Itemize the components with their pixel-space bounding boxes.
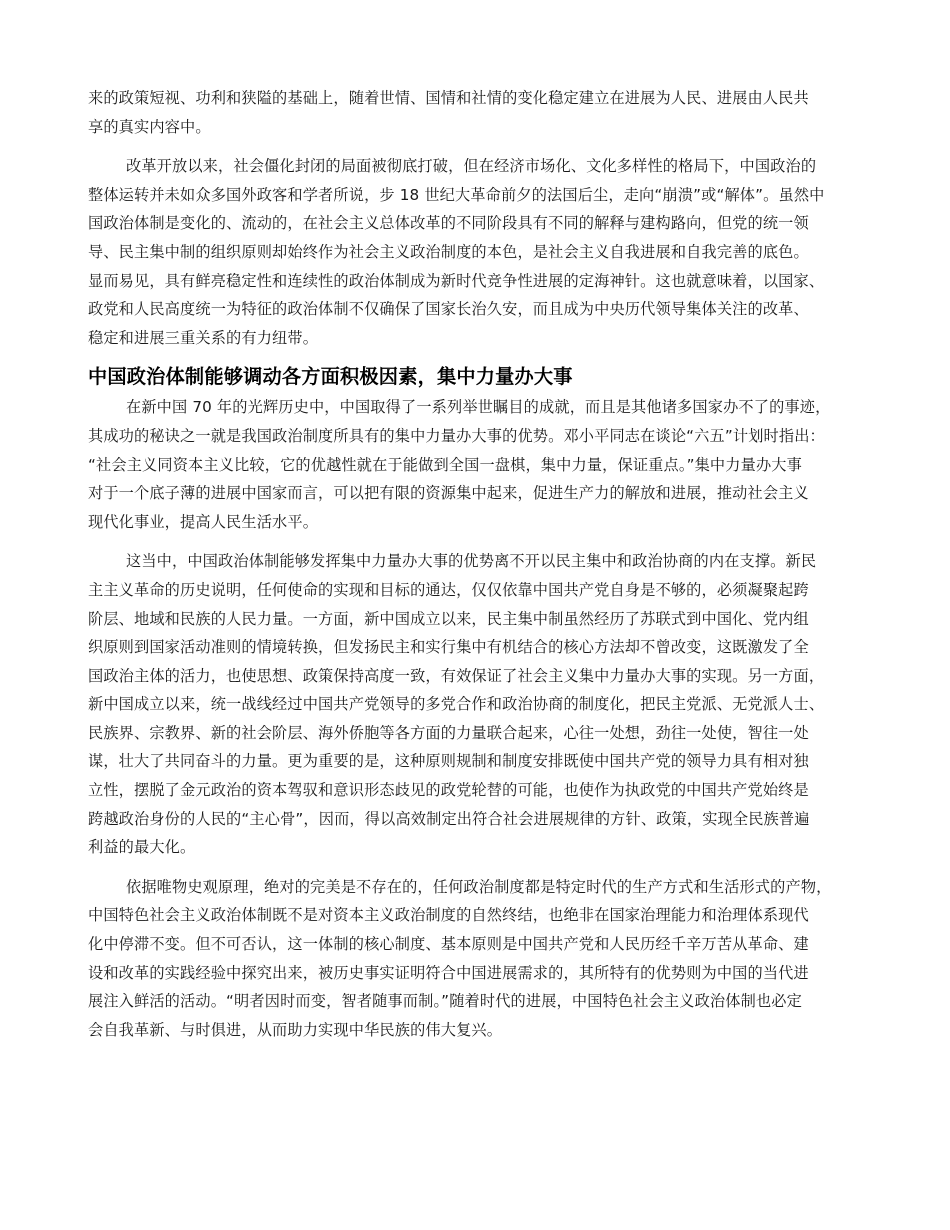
text-line: 民族界、宗教界、新的社会阶层、海外侨胞等各方面的力量联合起来，心往一处想，劲往一处使，智往一处 — [88, 723, 809, 742]
text-line: 国政治体制是变化的、流动的，在社会主义总体改革的不同阶段具有不同的解释与建构路向，但党的统一领 — [88, 214, 809, 233]
text-line: 在新中国 70 年的光辉历史中，中国取得了一系列举世瞩目的成就，而且是其他诸多国家办不了的事迹， — [126, 398, 831, 417]
paragraph-historical-materialism — [88, 873, 870, 1045]
text-line: 会自我革新、与时俱进，从而助力实现中华民族的伟大复兴。 — [88, 1020, 503, 1039]
text-line: 导、民主集中制的组织原则却始终作为社会主义政治制度的本色，是社会主义自我进展和自我完善的底色。 — [88, 242, 809, 261]
text-line: 谋，壮大了共同奋斗的力量。更为重要的是，这种原则规制和制度安排既使中国共产党的领导力具有相对独 — [88, 752, 809, 771]
text-line: 主主义革命的历史说明，任何使命的实现和目标的通达，仅仅依靠中国共产党自身是不够的，必须凝聚起跨 — [88, 580, 809, 599]
text-line: 国政治主体的活力，也使思想、政策保持高度一致，有效保证了社会主义集中力量办大事的实现。另一方面， — [88, 666, 825, 685]
text-line: 其成功的秘诀之一就是我国政治制度所具有的集中力量办大事的优势。邓小平同志在谈论“六五”计划时指出： — [88, 426, 825, 445]
text-line: 稳定和进展三重关系的有力纽带。 — [88, 328, 319, 347]
text-line: 中国特色社会主义政治体制既不是对资本主义政治制度的自然终结，也绝非在国家治理能力和治理体系现代 — [88, 906, 809, 925]
text-line: 化中停滞不变。但不可否认，这一体制的核心制度、基本原则是中国共产党和人民历经千辛万苦从革命、建 — [88, 935, 809, 954]
text-line: 跨越政治身份的人民的“主心骨”，因而，得以高效制定出符合社会进展规律的方针、政策，实现全民族普遍 — [88, 809, 810, 828]
text-line: 新中国成立以来，统一战线经过中国共产党领导的多党合作和政治协商的制度化，把民主党派、无党派人士、 — [88, 695, 825, 714]
text-line: 享的真实内容中。 — [88, 117, 211, 136]
text-line: 现代化事业，提高人民生活水平。 — [88, 512, 319, 531]
text-line: 政党和人民高度统一为特征的政治体制不仅确保了国家长治久安，而且成为中央历代领导集体关注的改革、 — [88, 300, 809, 319]
text-line: 利益的最大化。 — [88, 838, 196, 857]
text-line: 显而易见，具有鲜亮稳定性和连续性的政治体制成为新时代竞争性进展的定海神针。这也就意味着，以国家、 — [88, 271, 825, 290]
text-line: 改革开放以来，社会僵化封闭的局面被彻底打破，但在经济市场化、文化多样性的格局下，中国政治的 — [126, 157, 817, 176]
text-line: 整体运转并未如众多国外政客和学者所说，步 18 世纪大革命前夕的法国后尘，走向“崩溃”或“解体”。虽然中 — [88, 185, 825, 204]
text-line: 立性，摆脱了金元政治的资本驾驭和意识形态歧见的政党轮替的可能，也使作为执政党的中国共产党始终是 — [88, 781, 809, 800]
text-line: 来的政策短视、功利和狭隘的基础上，随着世情、国情和社情的变化稳定建立在进展为人民、进展由人民共 — [88, 89, 809, 107]
text-line: 阶层、地域和民族的人民力量。一方面，新中国成立以来，民主集中制虽然经历了苏联式到中国化、党内组 — [88, 609, 809, 628]
section-heading: 中国政治体制能够调动各方面积极因素，集中力量办大事 — [88, 365, 573, 389]
text-line: 这当中，中国政治体制能够发挥集中力量办大事的优势离不开以民主集中和政治协商的内在支撑。新民 — [126, 552, 817, 571]
paragraph-democratic-centralism — [88, 547, 870, 862]
text-line: “社会主义同资本主义比较，它的优越性就在于能做到全国一盘棋，集中力量，保证重点。”集中力量办大事 — [88, 455, 802, 474]
text-line: 展注入鲜活的活动。“明者因时而变，智者随事而制。”随着时代的进展，中国特色社会主义政治体制也必定 — [88, 992, 802, 1011]
text-line: 设和改革的实践经验中探究出来，被历史事实证明符合中国进展需求的，其所特有的优势则为中国的当代进 — [88, 963, 809, 982]
paragraph-70-years — [88, 393, 870, 536]
paragraph-reform-opening — [88, 152, 870, 352]
document-body — [88, 84, 870, 1055]
text-line: 对于一个底子薄的进展中国家而言，可以把有限的资源集中起来，促进生产力的解放和进展，推动社会主义 — [88, 484, 809, 503]
text-line: 依据唯物史观原理，绝对的完美是不存在的，任何政治制度都是特定时代的生产方式和生活形式的产物， — [126, 877, 832, 896]
text-line: 织原则到国家活动准则的情境转换，但发扬民主和实行集中有机结合的核心方法却不曾改变，这既激发了全 — [88, 638, 809, 657]
paragraph-continuation — [88, 84, 870, 141]
